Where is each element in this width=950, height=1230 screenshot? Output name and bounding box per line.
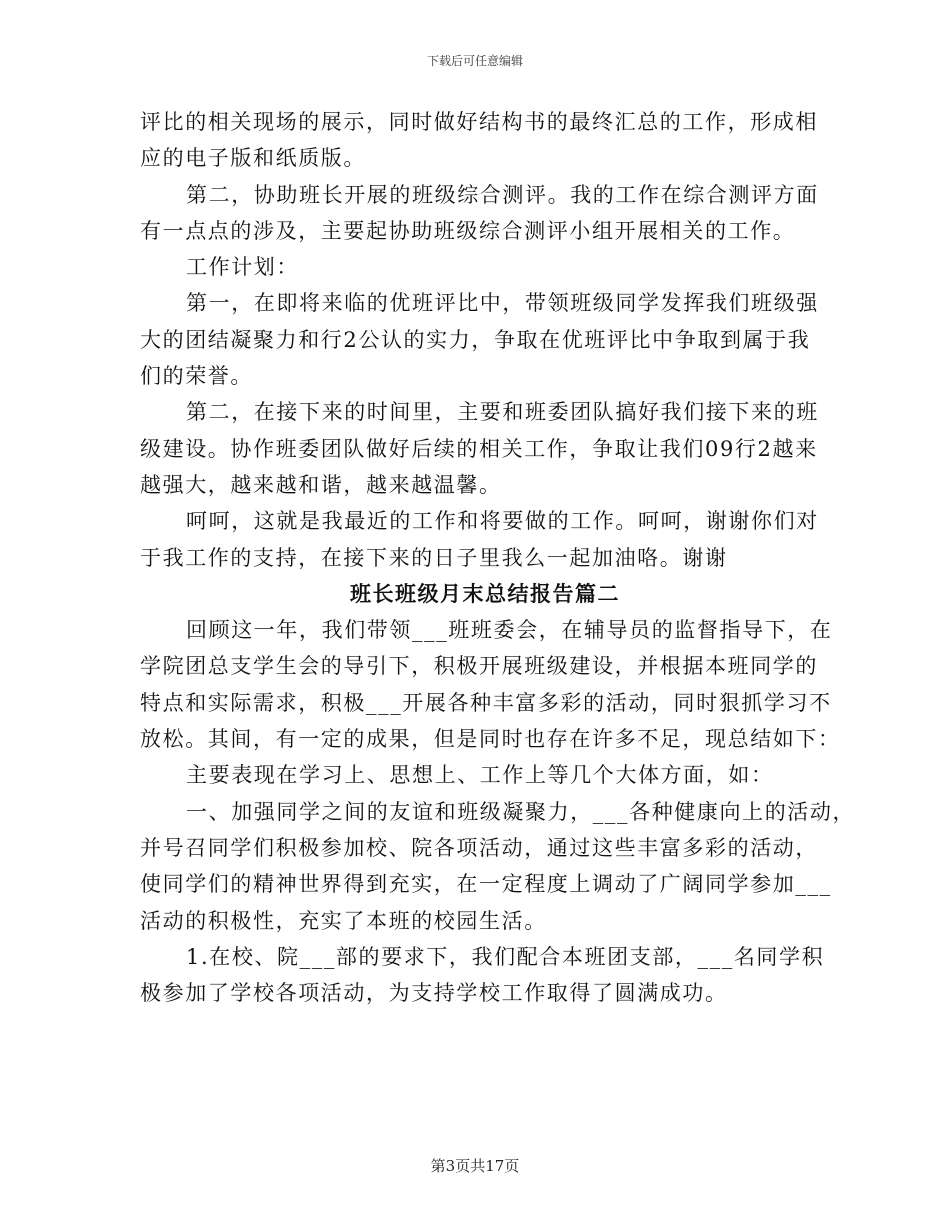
paragraph-start: 回顾这一年，我们带领___班班委会，在辅导员的监督指导下，在 [186,618,833,643]
body-line: 放松。其间，有一定的成果，但是同时也存在许多不足，现总结如下： [140,727,841,752]
page-number: 第3页共17页 [430,1157,520,1175]
paragraph-start: 第二，在接下来的时间里，主要和班委团队搞好我们接下来的班 [186,400,819,425]
body-line: 活动的积极性，充实了本班的校园生活。 [140,908,547,933]
paragraph-start: 第二，协助班长开展的班级综合测评。我的工作在综合测评方面 [186,182,819,207]
paragraph-start: 第一，在即将来临的优班评比中，带领班级同学发挥我们班级强 [186,291,819,316]
paragraph-start: 1.在校、院___部的要求下，我们配合本班团支部，___名同学积 [186,944,825,969]
section-heading: 班长班级月末总结报告篇二 [350,580,620,606]
body-line: 评比的相关现场的展示，同时做好结构书的最终汇总的工作，形成相 [140,110,818,134]
body-line: 有一点点的涉及，主要起协助班级综合测评小组开展相关的工作。 [140,218,796,243]
body-line: 学院团总支学生会的导引下，积极开展班级建设，并根据本班同学的 [140,654,818,679]
document-body [140,104,856,1011]
body-line: 于我工作的支持，在接下来的日子里我么一起加油咯。谢谢 [140,545,728,570]
paragraph-start: 工作计划： [186,255,299,280]
paragraph-start: 主要表现在学习上、思想上、工作上等几个大体方面，如： [186,763,774,788]
body-line: 们的荣誉。 [140,364,253,389]
body-line: 级建设。协作班委团队做好后续的相关工作，争取让我们09行2越来 [140,436,818,461]
body-line: 并号召同学们积极参加校、院各项活动，通过这些丰富多彩的活动， [140,835,818,860]
body-line: 极参加了学校各项活动，为支持学校工作取得了圆满成功。 [140,981,728,1006]
paragraph-start: 一、加强同学之间的友谊和班级凝聚力，___各种健康向上的活动， [186,799,856,824]
body-line: 特点和实际需求，积极___开展各种丰富多彩的活动，同时狠抓学习不 [140,690,832,715]
body-line: 越强大，越来越和谐，越来越温馨。 [140,472,502,497]
page-header: 下载后可任意编辑 [426,54,523,68]
body-line: 大的团结凝聚力和行2公认的实力，争取在优班评比中争取到属于我 [140,327,811,352]
paragraph-start: 呵呵，这就是我最近的工作和将要做的工作。呵呵，谢谢你们对 [186,509,819,534]
body-line: 使同学们的精神世界得到充实，在一定程度上调动了广阔同学参加___ [140,872,832,897]
body-line: 应的电子版和纸质版。 [140,146,366,171]
